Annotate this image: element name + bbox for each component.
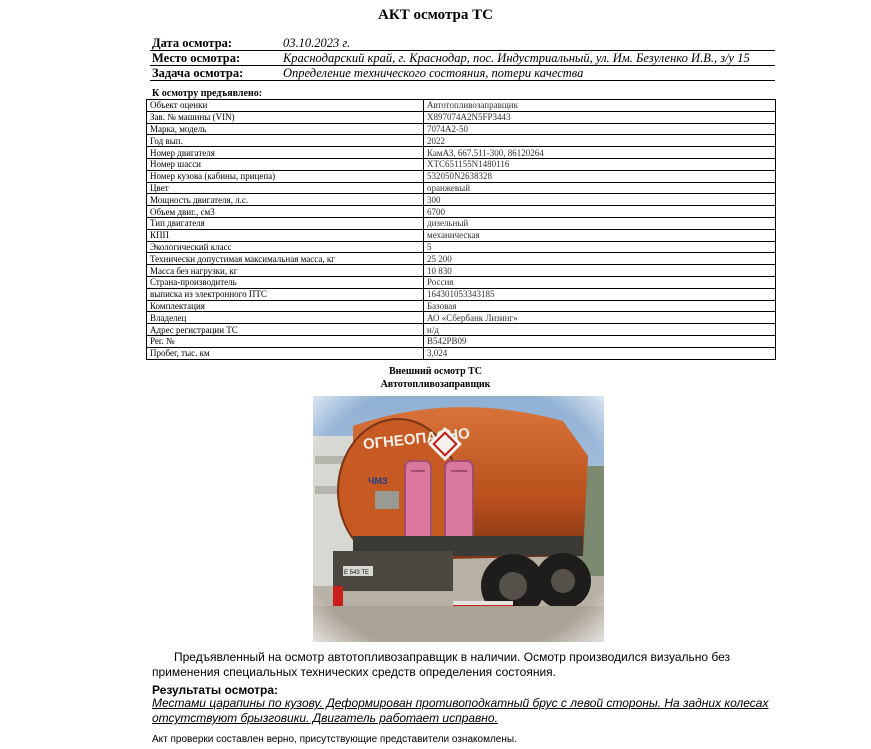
table-row [147,147,776,159]
vehicle-field-value: X897074A2N5FP3443 [424,111,776,123]
vehicle-field-value: В542РВ09 [424,335,776,347]
table-row [147,111,776,123]
vehicle-field-label: Экологический класс [147,241,424,253]
table-row [147,241,776,253]
vehicle-field-value: Автотопливозаправщик [424,100,776,112]
table-row [147,194,776,206]
inspection-date-row [150,36,775,51]
inspection-paragraph: Предъявленный на осмотр автотопливозаправщик в наличии. Осмотр производился визуально без применения специальных технических средств определения состояния. [152,650,731,679]
vehicle-field-value: 5 [424,241,776,253]
vehicle-field-value: АО «Сбербанк Лизинг» [424,312,776,324]
task-value: Определение технического состояния, потери качества [281,66,775,81]
vehicle-field-label: Номер шасси [147,158,424,170]
vehicle-field-label: Номер двигателя [147,147,424,159]
vehicle-field-label: Объект оценки [147,100,424,112]
date-label: Дата осмотра: [150,36,281,51]
vehicle-field-value: 3,024 [424,347,776,359]
vehicle-field-value: Базовая [424,300,776,312]
inspection-place-row [150,51,775,66]
table-row [147,206,776,218]
vehicle-field-label: Адрес регистрации ТС [147,324,424,336]
task-label: Задача осмотра: [150,66,281,81]
vehicle-field-value: дизельный [424,217,776,229]
vehicle-field-label: Рег. № [147,335,424,347]
vehicle-field-value: 6700 [424,206,776,218]
fuel-truck-photo [313,396,604,642]
vehicle-field-value: 532050N2638328 [424,170,776,182]
presented-label: К осмотру предъявлено: [152,88,263,99]
vehicle-field-label: Комплектация [147,300,424,312]
vehicle-field-label: Страна-производитель [147,276,424,288]
table-row [147,253,776,265]
vehicle-field-label: КПП [147,229,424,241]
external-inspection-heading: Внешний осмотр ТС [388,366,483,377]
vehicle-field-value: 10 830 [424,265,776,277]
vehicle-field-value: Россия [424,276,776,288]
inspection-task-row [150,66,775,81]
table-row [147,135,776,147]
vehicle-field-value: 300 [424,194,776,206]
vehicle-field-value: КамАЗ, 667.511-300, 86120264 [424,147,776,159]
vehicle-field-label: Владелец [147,312,424,324]
vehicle-field-label: Тип двигателя [147,217,424,229]
vehicle-type-subheading: Автотопливозаправщик [380,379,491,390]
vehicle-details-table [146,99,776,360]
vehicle-field-label: выписка из электронного ПТС [147,288,424,300]
vehicle-field-value: 25 200 [424,253,776,265]
vehicle-field-label: Масса без нагрузки, кг [147,265,424,277]
vehicle-field-value: 7074A2-50 [424,123,776,135]
table-row [147,265,776,277]
table-row [147,229,776,241]
table-row [147,300,776,312]
vehicle-field-label: Пробег, тыс. км [147,347,424,359]
place-value: Краснодарский край, г. Краснодар, пос. Индустриальный, ул. Им. Безуленко И.В., з/у 15 [281,51,775,66]
vehicle-field-value: 164301053343185 [424,288,776,300]
table-row [147,276,776,288]
vehicle-field-value: XTC651155N1480116 [424,158,776,170]
results-label: Результаты осмотра: [152,683,278,697]
vehicle-field-label: Мощность двигателя, л.с. [147,194,424,206]
table-row [147,335,776,347]
vehicle-field-label: Марка, модель [147,123,424,135]
table-row [147,123,776,135]
table-row [147,170,776,182]
table-row [147,324,776,336]
place-label: Место осмотра: [150,51,281,66]
table-row [147,158,776,170]
vehicle-field-label: Год вып. [147,135,424,147]
table-row [147,288,776,300]
vehicle-field-label: Объем двиг., см3 [147,206,424,218]
document-title: АКТ осмотра ТС [378,7,493,23]
table-row [147,100,776,112]
inspection-info-table [150,36,775,81]
table-row [147,347,776,359]
date-value: 03.10.2023 г. [281,36,775,51]
results-text: Местами царапины по кузову. Деформирован противоподкатный брус с левой стороны. На задних колесах отсутствуют брызговики. Двигатель работает исправно. [152,696,769,725]
footer-note: Акт проверки составлен верно, присутствующие представители ознакомлены. [152,734,517,745]
vehicle-field-label: Цвет [147,182,424,194]
vehicle-field-label: Зав. № машины (VIN) [147,111,424,123]
vehicle-field-label: Технически допустимая максимальная масса, кг [147,253,424,265]
vehicle-field-value: механическая [424,229,776,241]
vehicle-field-value: 2022 [424,135,776,147]
table-row [147,312,776,324]
vehicle-field-value: оранжевый [424,182,776,194]
vehicle-field-value: н/д [424,324,776,336]
table-row [147,182,776,194]
vehicle-field-label: Номер кузова (кабины, прицепа) [147,170,424,182]
table-row [147,217,776,229]
vehicle-photo [313,396,604,642]
